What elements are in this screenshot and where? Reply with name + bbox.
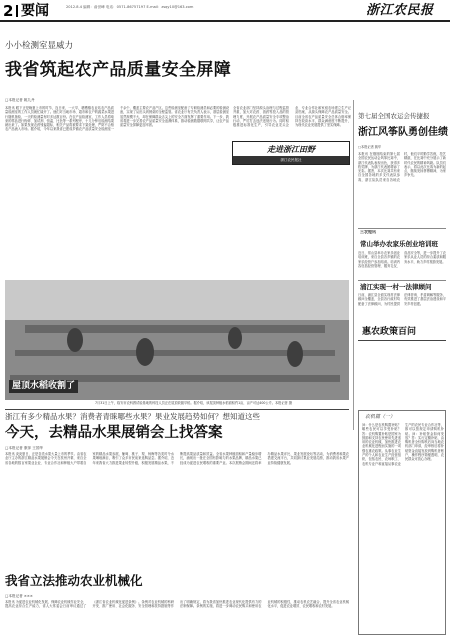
policy-qa-box [358,410,446,635]
brief-1-headline: 常山举办农家乐创业培训班 [360,240,438,248]
section-title: 要闻 [21,3,49,19]
rooftop-rice-photo [5,280,349,400]
sidebar-headline: 浙江风筝队勇创佳绩 [358,127,448,138]
column-body: 问：什么是农机购置补贴？哪些农民可以享受补贴？答：农机购置补贴是国家为鼓励和支持农民使用先进适用的农业机械，加快推进农业机械化进程而实施的一项强农惠农政策。从事农业生产的个人和农业生产经营组织，包括农民、农场职工、农机专业户和直接从事农业生产的农民专业合作社等，都可以按规定申请购机补贴。问：补贴资金如何发放？答：实行定额补贴，由购机者全价购机后向当地农机部门申请，经审核后将补贴资金直接发放到购机者账户，操作程序简便透明，农民群众可放心办理。 [362,423,444,466]
brief-2-body: 日前，浦江县全面实现村法律顾问全覆盖，全县各行政村均配备了法律顾问，为村民提供法律咨询、矛盾调解等服务，有效推进了基层法治建设和平安乡村创建。 [358,293,446,306]
kicker-1: 小小检测室显威力 [5,41,74,51]
article-3-body: 本报讯 为促进农业机械化发展，保障农业机械作业安全，提高农业综合生产能力，省人大常委会日前审议通过了《浙江省农业机械化促进条例》。条例对农业机械的科研开发、推广使用、社会化服务、安全管理和扶持措施等作出了明确规定，将为我省加快推进农业现代化提供有力的法制保障。条例的实施，将进一步调动农民购买和使用农业机械的积极性，推动农机农艺融合，提升全省农业机械化水平，促进农业增效、农民增收和农村发展。 [5,600,349,609]
headline-3: 我省立法推动农业机械化 [5,573,143,588]
brief-section-rule [358,228,446,229]
kicker-2: 浙江有多少精品水果？消费者青睐哪些水果？果业发展趋势如何？想知道这些 [5,412,260,421]
brief-2-headline: 浦江实现一村一法律顾问 [360,283,432,291]
column-title: 惠农政策百问 [362,327,417,337]
sidebar-byline: □本报记者 姚华 [358,145,382,149]
byline-1: □本报记者 姚九丹 [5,98,35,102]
byline-2: □本报记者 康萍 王国华 [5,446,44,450]
page-number-divider [16,5,18,17]
photo-caption-note: 7月31日上午，临安市农科教试验基地的科技人员正在屋顶收割早稻。据介绍，该屋顶种植水稻面积约1亩，亩产可达400公斤。本报记者 摄 [95,401,292,405]
ad-banner [232,141,350,165]
article-2-body: 本报讯 炎炎夏日，正是各类水果大量上市的季节。由省农业厅主办的浙江精品水果展销会今天在杭州开幕，来自全省各地的数百家果业企业、专业合作社和种植大户带着自家的精品水果参展，葡萄、桃子、梨、杨梅等各类时令水果琳琅满目，吸引了众多市民前来选购品尝。据介绍，近年来我省大力推进果业转型升级，积极发展精品水果，不断提高果品质量和效益。全省水果种植面积和产量稳步增长，涌现出一批在全国有影响力的水果品牌，精品水果已经成为促进农民增收的重要产业。本次展销会期间还将举办精品水果评比、果业发展论坛等活动，为消费者和果农搭建交流平台，共同探讨果业发展趋势，推动我省水果产业持续健康发展。 [5,452,349,465]
byline-3: □本报记者 ××× [5,594,33,598]
brief-divider [358,280,446,281]
brief-section-title: 三农短讯 [360,230,376,234]
ad-subtitle: 浙江农民报社 [233,156,349,164]
column-divider-right [353,100,354,430]
headline-1: 我省筑起农产品质量安全屏障 [5,60,232,80]
article-1-body: 本报讯 眼下正是晚夏上市的时节，连日来，一大早，塘栖镇农业站农产品质量检测室的工作人员就忙碌开了。他们对当地市场、超市和农户的蔬菜水果进行随机抽检，一天的检测量有时多达数百份。在农产品检测室，工作人员将取来的样品进行粉碎、加试剂、恒温、比色等一系列程序，十几分钟后检测结果就出来了。如果发现农药残留超标，相关产品将被要求下架处理，严防不合格农产品流入市场。据介绍，今年以来我省已建成乡镇农产品质量安全检测室一千余个，覆盖主要农产品产区。这些检测室配备了专职检测员和必要的检测设备，实现了从田头到餐桌的全程监管。省农业厅有关负责人表示，基层检测室虽然规模不大，却在保障群众舌尖上的安全方面发挥了重要作用。下一步，我省将进一步完善农产品质量安全追溯体系，推动检测数据联网共享，让农产品质量安全屏障更加牢固。 [5,106,229,132]
paper-name: 浙江农民报 [366,3,434,18]
masthead-rule [0,20,450,22]
headline-2: 今天，去精品水果展销会上找答案 [5,425,223,441]
column-series: 农机篇（一） [365,414,396,420]
brief-1-body: 近日，常山县举办农家乐创业培训班，来自全县各乡镇的农家乐经营户参加培训。培训内容包括经营管理、服务礼仪、食品安全等，进一步提升了农家乐从业人员的综合素质和服务水平，助力乡村旅游发展。 [358,251,446,268]
article-2-top-rule [5,409,349,410]
masthead [0,0,450,27]
ad-title: 走进浙江田野 [267,144,315,154]
sidebar-kicker: 第七届全国农运会传捷报 [358,112,430,120]
masthead-meta: 2012.8.4 编辑：俞世峰 电话：0571-86757197 E-mail：zsqy10@163.com [66,5,194,9]
article-1-body-continued: 全省农业部门坚持源头治理与过程监管并重，加大对农药、兽药等投入品的管理力度，开展农产品质量安全专项整治行动，严厉打击违法违规行为。同时积极推进标准化生产，引导农业龙头企业、专业合作社和家庭农场建立生产记录档案，从源头保障农产品质量安全。目前全省农产品质量安全总体合格率保持在较高水平，群众满意度不断提升，为现代农业发展提供了坚实保障。 [233,106,351,128]
photo-caption-title: 屋顶水稻收割了 [9,380,78,393]
page-number: 2 [3,2,14,20]
column-title-rule [358,340,446,341]
sidebar-body: 本报讯 在刚刚结束的第七届全国农民运动会风筝比赛中，浙江代表队表现出色，获得多枚奖牌，为浙江代表团增添了光彩。据悉，本次比赛共有来自全国各地的多支代表队参赛，浙江队队员来自各地农村，他们平时勤学苦练，技艺精湛，在比赛中充分展示了新时代农民的精神风貌。队员们表示，将以此次比赛为新的起点，继续发扬拼搏精神，为家乡争光。 [358,152,446,182]
